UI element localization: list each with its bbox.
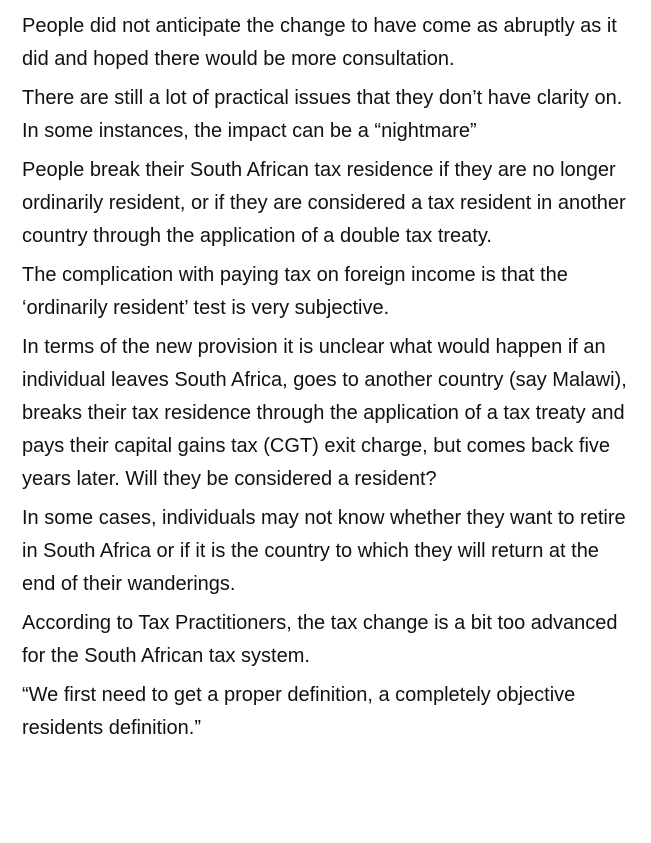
- document-body: [22, 10, 637, 751]
- paragraph-4: The complication with paying tax on foreign income is that the ‘ordinarily resident’ test is very subjective.: [22, 264, 568, 319]
- paragraph-5: In terms of the new provision it is unclear what would happen if an individual leaves South Africa, goes to another country (say Malawi), breaks their tax residence through the application of a tax treaty and pays their capital gains tax (CGT) exit charge, but comes back five years later. Will they be considered a resident?: [22, 336, 627, 490]
- paragraph-1: People did not anticipate the change to have come as abruptly as it did and hoped there would be more consultation.: [22, 15, 617, 70]
- paragraph-8: “We first need to get a proper definition, a completely objective residents definition.”: [22, 684, 576, 739]
- paragraph-2: There are still a lot of practical issues that they don’t have clarity on. In some instances, the impact can be a “nightmare”: [22, 87, 623, 142]
- paragraph-3: People break their South African tax residence if they are no longer ordinarily resident, or if they are considered a tax resident in another country through the application of a double tax treaty.: [22, 159, 626, 247]
- paragraph-6: In some cases, individuals may not know whether they want to retire in South Africa or if it is the country to which they will return at the end of their wanderings.: [22, 507, 626, 595]
- paragraph-7: According to Tax Practitioners, the tax change is a bit too advanced for the South African tax system.: [22, 612, 618, 667]
